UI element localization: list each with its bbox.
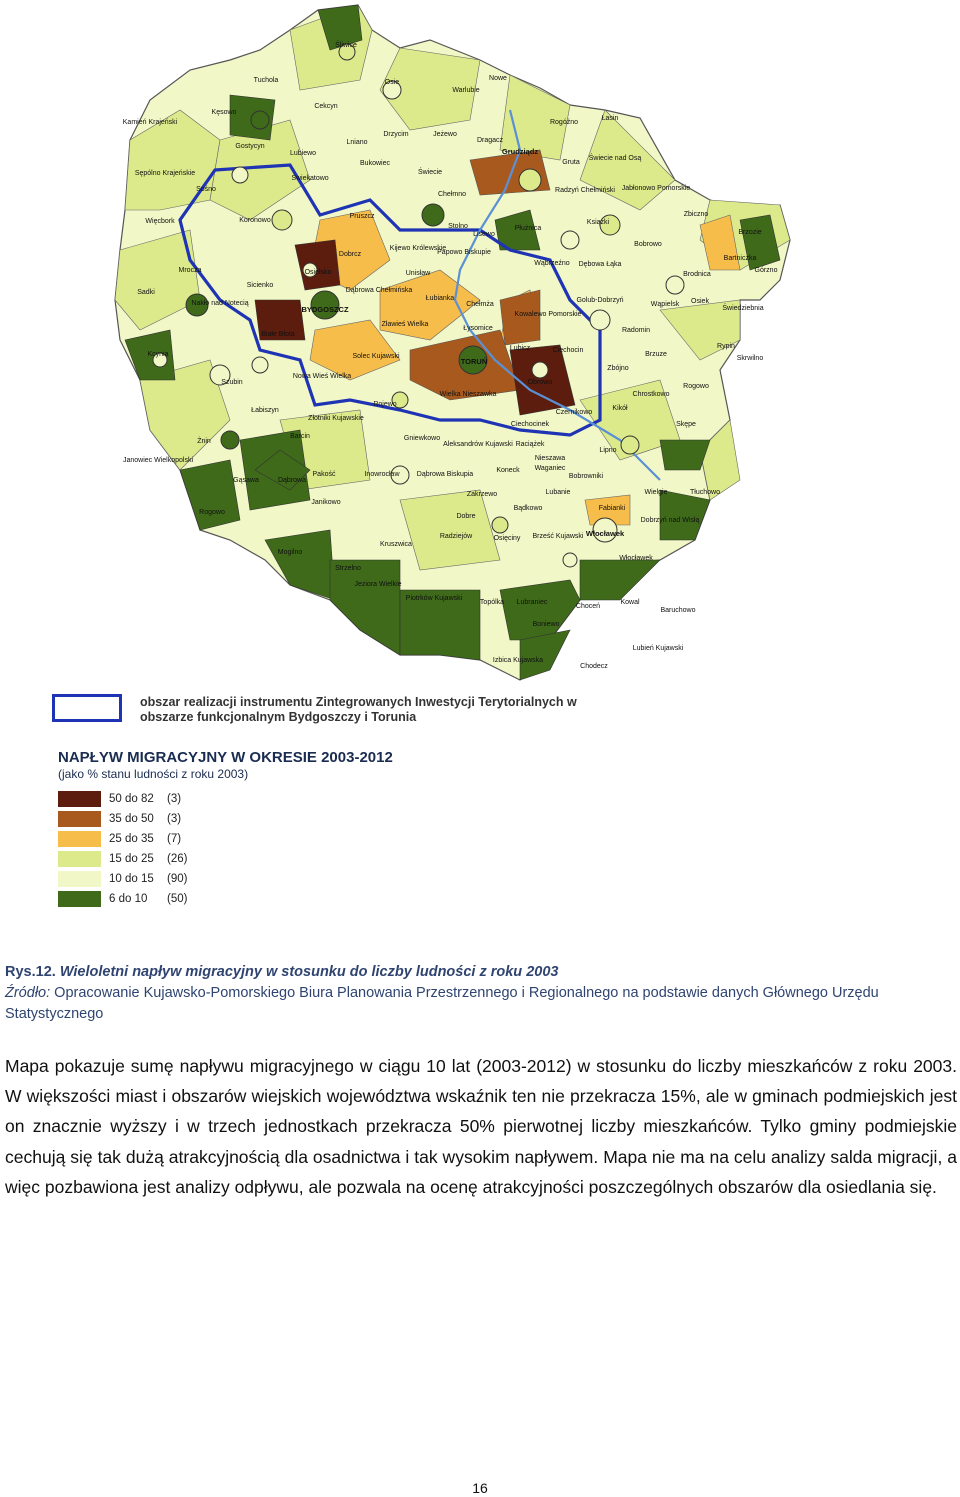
city-grudziadz: Grudziądz [501,147,539,156]
label-solec: Solec Kujawski [352,353,400,360]
legend-range: 15 do 25 [109,853,154,865]
label-rogozno: Rogóźno [549,119,579,126]
legend-count: (26) [167,853,188,865]
page-number: 16 [472,1480,488,1496]
label-koronowo: Koronowo [239,217,271,224]
figure-caption [5,963,957,1025]
label-barcin: Barcin [290,433,310,440]
legend-subtitle: (jako % stanu ludności z roku 2003) [58,767,249,781]
label-lysomice: Łysomice [463,325,493,332]
label-kikol: Kikół [612,405,628,412]
label-boniewo: Boniewo [532,621,560,628]
label-chrostkowo: Chrostkowo [632,391,670,398]
label-dabrowa-bisk: Dąbrowa Biskupia [416,471,474,478]
label-chelmno: Chełmno [437,191,467,198]
label-wielgie: Wielgie [644,489,668,496]
label-radomin: Radomin [621,327,651,334]
label-wielka-nieszawka: Wielka Nieszawka [439,391,497,398]
label-kamien: Kamień Krajeński [122,119,178,126]
label-waganiec: Waganiec [534,465,566,472]
legend-range: 35 do 50 [109,813,154,825]
label-lubiewo: Lubiewo [289,150,317,157]
label-czernikowo: Czernikowo [555,409,593,416]
legend-count: (3) [167,793,182,805]
label-golub: Golub-Dobrzyń [576,297,624,304]
label-swiedziebnia: Świedziebnia [722,305,764,312]
label-chocen: Choceń [575,603,601,610]
label-piotrkow: Piotrków Kujawski [405,595,463,602]
label-gniewkowo: Gniewkowo [403,435,441,442]
legend-swatch [58,891,101,907]
label-pakosc: Pakość [312,471,336,478]
legend-item [58,830,258,850]
label-sliwice: Śliwice [335,42,357,49]
label-wabrzezno: Wąbrzeźno [534,260,570,267]
label-lubien: Lubień Kujawski [632,645,684,652]
label-zmin: Żnin [197,438,211,445]
label-chodecz: Chodecz [580,663,608,670]
label-lubanie: Lubanie [545,489,571,496]
label-chelmza: Chełmża [466,301,494,308]
label-osielsko: Osielsko [304,269,332,276]
label-inowroclaw: Inowrocław [364,471,400,478]
label-debowa-laka: Dębowa Łąka [578,261,622,268]
label-brzesc: Brześć Kujawski [532,533,584,540]
body-paragraph: Mapa pokazuje sumę napływu migracyjnego w ciągu 10 lat (2003-2012) w stosunku do liczby mieszkańców z roku 2003. W większości miast i obszarów wiejskich województwa wskaźnik ten nie przekracza 15%, ale w gminach podmiejskich jest on znacznie wyższy i w trzech jednostkach przekracza 50% pierwotnej liczby mieszkańców. Tylko gminy podmiejskie cechują się tak dużą atrakcyjnością dla osadnictwa i tak wysokim napływem. Mapa nie ma na celu analizy salda migracji, a więc pozbawiona jest analizy odpływu, ale pozwala na ocenę atrakcyjności poszczególnych obszarów dla osiedlania się. [5,1056,957,1197]
label-radzyn: Radzyń Chełmiński [555,187,615,194]
label-osieciny: Osięciny [493,535,521,542]
legend-item [58,890,258,910]
label-osiek: Osiek [691,298,709,305]
label-cekcyn: Cekcyn [314,103,338,110]
legend-swatch [58,811,101,827]
legend-count: (50) [167,893,188,905]
label-wiecbork: Więcbork [145,218,175,225]
legend-swatch [58,851,101,867]
label-fabianki: Fabianki [598,505,626,512]
label-bobrowo: Bobrowo [634,241,662,248]
caption-number: Rys.12. [5,964,56,980]
label-dabrowa-chelminska: Dąbrowa Chełmińska [345,287,413,294]
label-rypin: Rypin [717,343,735,350]
label-zbojno: Zbójno [607,365,629,372]
label-janowiec: Janowiec Wielkopolski [122,457,194,464]
label-swiecie-nad-osa: Świecie nad Osą [588,155,642,162]
label-ksiazki: Książki [586,219,610,226]
label-dragacz: Dragacz [476,137,504,144]
label-mrocza: Mrocza [178,267,202,274]
label-drzycim: Drzycim [383,131,409,138]
iti-label: obszar realizacji instrumentu Zintegrowanych Inwestycji Terytorialnych w obszarze funkcjonalnym Bydgoszczy i Torunia [140,695,577,724]
label-topolka: Topólka [479,599,505,606]
label-papowo: Papowo Biskupie [437,249,491,256]
label-ciechocinek: Ciechocinek [510,421,550,428]
label-dobrzyn: Dobrzyń nad Wisłą [640,517,700,524]
label-gruta: Gruta [562,159,580,166]
label-tluchowo: Tłuchowo [690,489,720,496]
label-gorzno: Górzno [754,267,778,274]
label-labiszyn: Łabiszyn [251,407,279,414]
source-text: Opracowanie Kujawsko-Pomorskiego Biura Planowania Przestrzennego i Regionalnego na podstawie danych Głównego Urzędu Statystycznego [5,985,879,1022]
label-brzuze: Brzuze [645,351,667,358]
label-bukowiec: Bukowiec [360,160,390,167]
iti-border-swatch [52,694,122,722]
legend-swatch [58,831,101,847]
label-plusznica: Płużnica [514,225,542,232]
label-tuchola: Tuchola [253,77,279,84]
label-pruszcz: Pruszcz [349,213,375,220]
label-dobre: Dobre [456,513,476,520]
label-kowalewo: Kowalewo Pomorskie [514,311,582,318]
label-lubianka: Łubianka [425,295,455,302]
label-raciazek: Raciążek [515,441,545,448]
label-sosno: Sośno [196,186,216,193]
label-kowal: Kowal [620,599,640,606]
label-zlotniki: Złotniki Kujawskie [308,415,364,422]
legend-title: NAPŁYW MIGRACYJNY W OKRESIE 2003-2012 [58,749,393,766]
label-nieszawa: Nieszawa [534,455,566,462]
legend-count: (3) [167,813,182,825]
label-rogowo2: Rogowo [199,509,225,516]
map-legend [52,692,612,914]
label-wapielsk: Wąpielsk [650,301,680,308]
city-torun: TORUŃ [460,357,488,366]
label-lisewo: Lisewo [473,231,495,238]
label-kesowo: Kęsowo [211,109,237,116]
label-brodnica: Brodnica [683,271,711,278]
label-jezewo: Jeżewo [433,131,457,138]
label-izbica: Izbica Kujawska [492,657,544,664]
label-radziejow: Radziejów [439,533,473,540]
label-skrwilno: Skrwilno [736,355,764,362]
label-rojewo: Rojewo [373,401,397,408]
label-szubin: Szubin [221,379,243,386]
label-jablonowo: Jabłonowo Pomorskie [621,185,691,192]
legend-count: (7) [167,833,182,845]
label-baruchowo: Baruchowo [660,607,696,614]
label-bobrowniki: Bobrowniki [568,473,604,480]
label-wloclawek-gm: Włocławek [619,555,653,562]
caption-source [5,983,957,1025]
label-gasawa: Gąsawa [233,477,259,484]
label-bartniczka: Bartniczka [723,255,757,262]
label-ciechocin: Ciechocin [552,347,584,354]
city-wloclawek: Włocławek [585,529,625,538]
label-sicienko: Sicienko [246,282,274,289]
label-lubicz: Lubicz [509,345,531,352]
legend-swatch [58,871,101,887]
label-naklo: Nakło nad Notecią [191,300,249,307]
label-dobrcz: Dobrcz [338,251,362,258]
source-label: Źródło: [5,985,51,1001]
legend-item [58,790,258,810]
legend-range: 10 do 15 [109,873,154,885]
label-warlubie: Warlubie [452,87,480,94]
legend-range: 50 do 82 [109,793,154,805]
label-dabrowa: Dąbrowa [277,477,307,484]
label-osie: Osie [384,79,400,86]
migration-map [100,0,960,690]
label-bialeblota: Białe Błota [261,331,295,338]
label-skepe: Skępe [676,421,696,428]
label-jeziora: Jeziora Wielkie [354,581,402,588]
label-stolno: Stolno [448,223,468,230]
label-obrowo: Obrowo [527,379,553,386]
label-gostycyn: Gostycyn [235,143,265,150]
legend-swatch [58,791,101,807]
label-nowawies: Nowa Wieś Wielka [292,373,352,380]
label-strzelno: Strzelno [335,565,361,572]
label-unislaw: Unisław [405,270,431,277]
label-zakrzewo: Zakrzewo [466,491,498,498]
label-zlawies: Zławieś Wielka [381,321,429,328]
legend-count: (90) [167,873,188,885]
legend-item [58,810,258,830]
label-janikowo: Janikowo [311,499,341,506]
label-sepolno: Sępólno Krajeńskie [134,170,196,177]
label-brzozie: Brzozie [738,229,762,236]
label-mogilno: Mogilno [277,549,303,556]
legend-item [58,850,258,870]
label-swiecie: Świecie [417,169,443,176]
city-bydgoszcz: BYDGOSZCZ [301,305,349,314]
label-swiekatowo: Świekatowo [291,175,329,182]
legend-item [58,870,258,890]
label-lipno: Lipno [599,447,617,454]
legend-items [58,790,258,910]
label-rogowo: Rogowo [683,383,709,390]
label-koneck: Koneck [496,467,520,474]
label-zbiczno: Zbiczno [683,211,709,218]
label-kijewo: Kijewo Królewskie [389,245,447,252]
label-bytkowo: Bądkowo [513,505,543,512]
caption-title-text: Wieloletni napływ migracyjny w stosunku do liczby ludności z roku 2003 [59,964,559,980]
label-aleksandrow: Aleksandrów Kujawski [443,441,513,448]
label-sadki: Sadki [137,289,155,296]
legend-range: 25 do 35 [109,833,154,845]
label-kcynia: Kcynia [147,351,169,358]
label-nowe: Nowe [489,75,507,82]
caption-title [5,963,957,982]
label-lubraniec: Lubraniec [516,599,548,606]
label-kruszwica: Kruszwica [380,541,412,548]
label-lasin: Łasin [601,115,619,122]
legend-range: 6 do 10 [109,893,148,905]
label-lniano: Lniano [346,139,368,146]
